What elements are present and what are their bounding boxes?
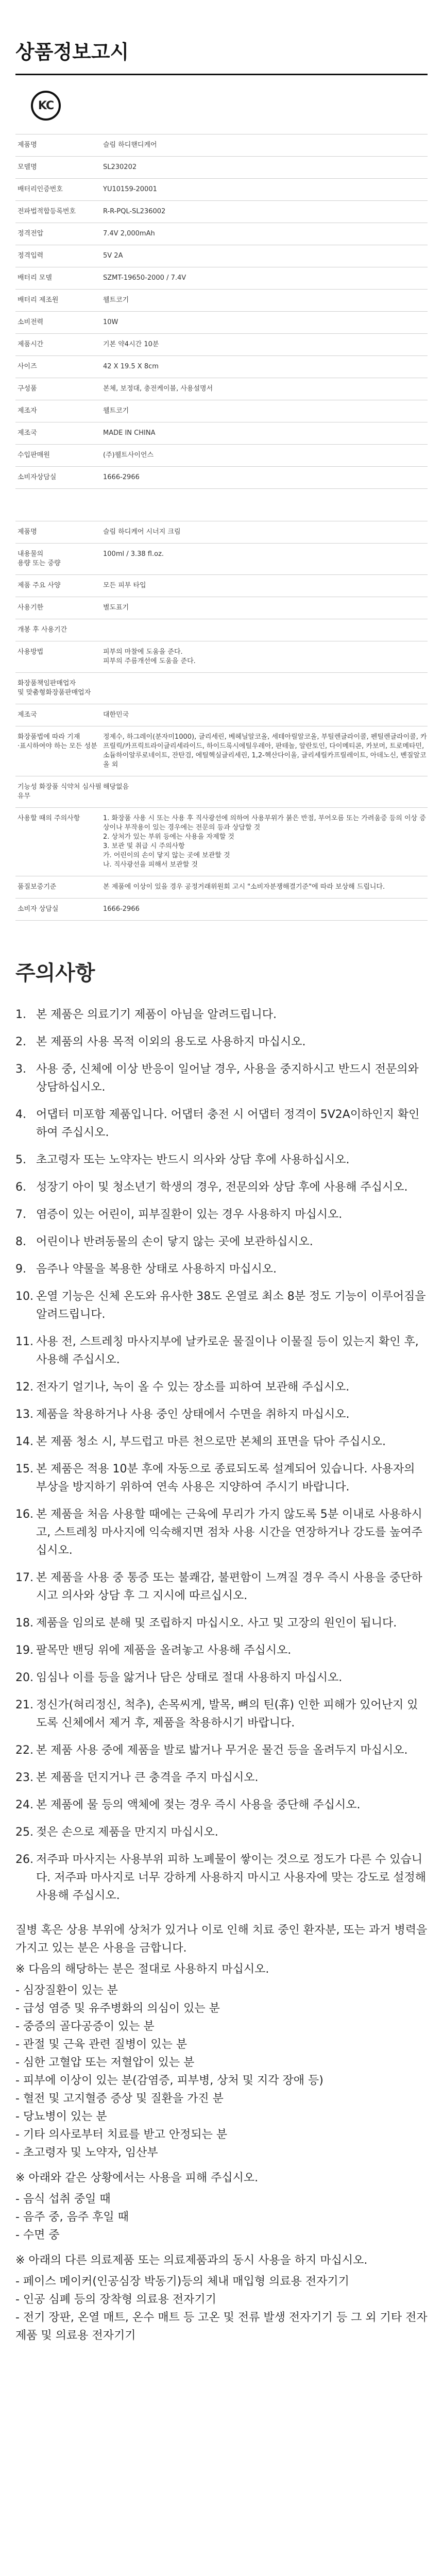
- caution-item: [15, 1460, 428, 1496]
- caution-text: 사용 전, 스트레칭 마사지부에 날카로운 물질이나 이물질 등이 있는지 확인 후, 사용해 주십시오.: [36, 1335, 419, 1366]
- caution-item: [15, 1669, 428, 1687]
- caution-item: [15, 1696, 428, 1732]
- caution-number: 25.: [15, 1826, 33, 1839]
- caution-text: 음주나 약물을 복용한 상태로 사용하지 마십시오.: [36, 1263, 277, 1276]
- spec-value: (주)웰트사이언스: [103, 445, 428, 467]
- caution-item: [15, 1769, 428, 1787]
- spec-label: 제품시간: [15, 334, 103, 356]
- prohibited-users-list: [15, 1981, 428, 2162]
- title-divider: [15, 74, 428, 75]
- caution-item: [15, 1287, 428, 1324]
- caution-text: 어댑터 미포함 제품입니다. 어댑터 충전 시 어댑터 정격이 5V2A이하인지 확인하여 주십시오.: [36, 1108, 420, 1139]
- list-item: - 중증의 골다공증이 있는 분: [15, 2020, 155, 2033]
- spec-value: 본체, 보정대, 충전케이블, 사용설명서: [103, 378, 428, 400]
- caution-number: 21.: [15, 1699, 33, 1711]
- list-item: - 심장질환이 있는 분: [15, 1984, 118, 1997]
- spec-label: 정격전압: [15, 223, 103, 245]
- list-item: - 전기 장판, 온열 매트, 온수 매트 등 고온 및 전류 발생 전자기기 등 그 외 기타 전자제품 및 의료용 전자기기: [15, 2311, 428, 2342]
- caution-number: 2.: [15, 1036, 26, 1048]
- caution-title: 주의사항: [15, 961, 95, 985]
- spec-row: [15, 201, 428, 223]
- spec-label: 사용방법: [15, 641, 103, 673]
- caution-number: 24.: [15, 1799, 33, 1811]
- caution-item: [15, 1106, 428, 1142]
- spec-label: 제품명: [15, 521, 103, 544]
- medical-device-title: ※ 아래의 다른 의료제품 또는 의료제품과의 동시 사용을 하지 마십시오.: [15, 2254, 368, 2267]
- caution-item: [15, 1741, 428, 1759]
- caution-number: 9.: [15, 1263, 26, 1276]
- caution-number: 4.: [15, 1108, 26, 1121]
- caution-number: 1.: [15, 1008, 26, 1021]
- section-title: 상품정보고시: [15, 41, 129, 63]
- caution-text: 본 제품은 의료기기 제품이 아님을 알려드립니다.: [36, 1008, 277, 1021]
- prohibited-users-title: ※ 다음의 해당하는 분은 절대로 사용하지 마십시오.: [15, 1963, 269, 1976]
- spec-label: 제품 주요 사양: [15, 575, 103, 597]
- spec-value: MADE IN CHINA: [103, 422, 428, 445]
- spec-value: 정제수, 하그레이(분자미1000), 글리세린, 베헤닐알코올, 세테아릴알코올, 부틸렌글라이콜, 펜틸렌글라이콜, 카프릴릭/카프릭트라이글리세라이드, 하이드록시에틸우레아, 판테놀, 알란토인, 다이메티콘, 카보머, 트로메타민, 소듐하이알루로네이트, 잔탄검, 에틸헥실글리세린, 1,2-헥산다이올, 글리세릴카프릴레이트, 아데노신, 벤질알코올 외: [103, 726, 428, 776]
- spec-label: 화장품법에 따라 기재 ·표시하여야 하는 모든 성분: [15, 726, 103, 776]
- list-item: - 피부에 이상이 있는 분(감염증, 피부병, 상처 및 지각 장애 등): [15, 2074, 323, 2087]
- caution-item: [15, 1006, 428, 1024]
- caution-text: 본 제품 사용 중에 제품을 발로 밟거나 무거운 물건 등을 올려두지 마십시오.: [36, 1744, 408, 1757]
- caution-number: 16.: [15, 1508, 33, 1521]
- spec-value: 5V 2A: [103, 245, 428, 267]
- spec-row: [15, 245, 428, 267]
- spec-label: 사용기한: [15, 597, 103, 619]
- spec-row: [15, 876, 428, 899]
- caution-item: [15, 1405, 428, 1423]
- caution-number: 13.: [15, 1408, 33, 1421]
- spec-label: 제조국: [15, 704, 103, 726]
- caution-item: [15, 1151, 428, 1169]
- caution-text: 본 제품에 물 등의 액체에 젖는 경우 즉시 사용을 중단해 주십시오.: [36, 1799, 361, 1811]
- spec-row: [15, 619, 428, 641]
- caution-number: 17.: [15, 1571, 33, 1584]
- caution-text: 본 제품을 처음 사용할 때에는 근육에 무리가 가지 않도록 5분 이내로 사용하시고, 스트레칭 마사지에 익숙해지면 점차 사용 시간을 연장하거나 강도를 높여주십시오.: [36, 1508, 422, 1557]
- caution-item: [15, 1614, 428, 1632]
- list-item: - 인공 심폐 등의 장착형 의료용 전자기기: [15, 2293, 216, 2306]
- caution-text: 초고령자 또는 노약자는 반드시 의사와 상담 후에 사용하십시오.: [36, 1154, 350, 1166]
- avoid-situations-list: [15, 2190, 428, 2244]
- spec-label: 수입판매원: [15, 445, 103, 467]
- spec-value: [103, 619, 428, 641]
- spec-row: [15, 134, 428, 157]
- list-item: - 음식 섭취 중일 때: [15, 2193, 111, 2206]
- list-item: - 음주 중, 음주 후일 때: [15, 2211, 129, 2224]
- caution-number: 10.: [15, 1290, 33, 1303]
- spec-row: [15, 422, 428, 445]
- spec-row: [15, 521, 428, 544]
- spec-label: 구성품: [15, 378, 103, 400]
- caution-item: [15, 1333, 428, 1369]
- list-item: - 급성 염증 및 유주병화의 의심이 있는 분: [15, 2002, 220, 2015]
- caution-text: 사용 중, 신체에 이상 반응이 일어날 경우, 사용을 중지하시고 반드시 전문의와 상담하십시오.: [36, 1063, 419, 1094]
- list-item: - 당뇨병이 있는 분: [15, 2110, 107, 2123]
- spec-label: 소비전력: [15, 312, 103, 334]
- spec-label: 화장품책임판매업자 및 맞춤형화장품판매업자: [15, 673, 103, 704]
- spec-value: 10W: [103, 312, 428, 334]
- spec-label: 전파법적합등록번호: [15, 201, 103, 223]
- caution-number: 20.: [15, 1671, 33, 1684]
- caution-item: [15, 1823, 428, 1841]
- spec-row: [15, 179, 428, 201]
- spec-row: [15, 641, 428, 673]
- spec-label: 모델명: [15, 157, 103, 179]
- caution-item: [15, 1233, 428, 1251]
- spec-row: [15, 356, 428, 378]
- spec-value: 1. 화장품 사용 시 또는 사용 후 직사광선에 의하여 사용부위가 붉은 반점, 부어오름 또는 가려움증 등의 이상 증상이나 부작용이 있는 경우에는 전문의 등과 상담할 것 2. 상처가 있는 부위 등에는 사용을 자제할 것 3. 보관 및 취급 시 주의사항 가. 어린이의 손이 닿지 않는 곳에 보관할 것 나. 직사광선을 피해서 보관할 것: [103, 808, 428, 876]
- caution-text: 어린이나 반려동물의 손이 닿지 않는 곳에 보관하십시오.: [36, 1235, 313, 1248]
- spec-value: [103, 673, 428, 704]
- spec-label: 사이즈: [15, 356, 103, 378]
- caution-text: 본 제품을 사용 중 통증 또는 불쾌감, 불편함이 느껴질 경우 즉시 사용을 중단하시고 의사와 상담 후 그 지시에 따르십시오.: [36, 1571, 422, 1602]
- spec-value: SZMT-19650-2000 / 7.4V: [103, 267, 428, 290]
- caution-number: 12.: [15, 1381, 33, 1394]
- spec-value: 42 X 19.5 X 8cm: [103, 356, 428, 378]
- list-item: - 심한 고혈압 또는 저혈압이 있는 분: [15, 2056, 195, 2069]
- spec-value: YU10159-20001: [103, 179, 428, 201]
- spec-row: [15, 726, 428, 776]
- spec-value: 기본 약4시간 10분: [103, 334, 428, 356]
- spec-row: [15, 445, 428, 467]
- caution-number: 3.: [15, 1063, 26, 1076]
- caution-text: 본 제품은 적용 10분 후에 자동으로 종료되도록 설계되어 있습니다. 사용자의 부상을 방지하기 위하여 연속 사용은 지양하여 주시기 바랍니다.: [36, 1463, 415, 1494]
- spec-row: [15, 899, 428, 921]
- spec-value: 해당없음: [103, 776, 428, 808]
- caution-text: 저주파 마사지는 사용부위 피하 노폐물이 쌓이는 것으로 정도가 다른 수 있습니다. 저주파 마사지로 너무 강하게 사용하지 마시고 사용자에 맞는 강도로 설정해 사용해 주십시오.: [36, 1853, 426, 1902]
- spec-row: [15, 223, 428, 245]
- caution-text: 전자기 얼기나, 녹이 올 수 있는 장소를 피하여 보관해 주십시오.: [36, 1381, 350, 1394]
- spec-value: 1666-2966: [103, 899, 428, 921]
- caution-text: 성장기 아이 및 청소년기 학생의 경우, 전문의와 상담 후에 사용해 주십시오.: [36, 1181, 408, 1194]
- spec-value: SL230202: [103, 157, 428, 179]
- spec-label: 제조국: [15, 422, 103, 445]
- medical-device-list: [15, 2273, 428, 2345]
- avoid-situations-title: ※ 아래와 같은 상황에서는 사용을 피해 주십시오.: [15, 2172, 259, 2184]
- spec-label: 내용물의 용량 또는 중량: [15, 544, 103, 575]
- spec-label: 정격입력: [15, 245, 103, 267]
- spec-value: 모든 피부 타입: [103, 575, 428, 597]
- caution-item: [15, 1505, 428, 1560]
- spec-row: [15, 808, 428, 876]
- spec-row: [15, 400, 428, 422]
- spec-value: R-R-PQL-SL236002: [103, 201, 428, 223]
- caution-number: 5.: [15, 1154, 26, 1166]
- spec-value: 슬림 하디핸디케어: [103, 134, 428, 157]
- spec-label: 기능성 화장품 식약처 심사필 유무: [15, 776, 103, 808]
- caution-text: 임심나 이를 등을 앓거나 담은 상태로 절대 사용하지 마십시오.: [36, 1671, 343, 1684]
- spec-value: 별도표기: [103, 597, 428, 619]
- spec-label: 배터리 제조원: [15, 290, 103, 312]
- list-item: - 혈전 및 고지혈증 증상 및 질환을 가진 분: [15, 2092, 224, 2105]
- kc-certification-icon: KC: [31, 91, 61, 121]
- spec-value: 1666-2966: [103, 467, 428, 489]
- list-item: - 초고령자 및 노약자, 임산부: [15, 2146, 158, 2159]
- spec-label: 배터리인증번호: [15, 179, 103, 201]
- caution-item: [15, 1260, 428, 1278]
- spec-row: [15, 157, 428, 179]
- spec-label: 소비자상담실: [15, 467, 103, 489]
- spec-row: [15, 378, 428, 400]
- spec-row: [15, 267, 428, 290]
- spec-row: [15, 704, 428, 726]
- warning-paragraph: 질병 혹은 상용 부위에 상처가 있거나 이로 인해 치료 중인 환자분, 또는 과거 병력을 가지고 있는 분은 사용을 금합니다.: [15, 1924, 428, 1955]
- spec-label: 제조자: [15, 400, 103, 422]
- caution-item: [15, 1796, 428, 1814]
- spec-row: [15, 290, 428, 312]
- spec-row: [15, 776, 428, 808]
- spec-row: [15, 597, 428, 619]
- caution-list: [15, 1006, 428, 1905]
- caution-item: [15, 1851, 428, 1905]
- spec-value: 웰트코기: [103, 400, 428, 422]
- spec-value: 본 제품에 이상이 있을 경우 공정거래위원회 고시 "소비자분쟁해결기준"에 따라 보상해 드립니다.: [103, 876, 428, 899]
- spec-value: 슬림 하디케어 시너지 크림: [103, 521, 428, 544]
- caution-number: 26.: [15, 1853, 33, 1866]
- caution-number: 11.: [15, 1335, 33, 1348]
- caution-number: 6.: [15, 1181, 26, 1194]
- spec-row: [15, 312, 428, 334]
- caution-number: 22.: [15, 1744, 33, 1757]
- spec-row: [15, 673, 428, 704]
- spec-label: 제품명: [15, 134, 103, 157]
- spec-value: 7.4V 2,000mAh: [103, 223, 428, 245]
- spec-row: [15, 544, 428, 575]
- caution-number: 19.: [15, 1644, 33, 1657]
- spec-label: 개봉 후 사용기간: [15, 619, 103, 641]
- caution-text: 팔목만 밴딩 위에 제품을 올려놓고 사용해 주십시오.: [36, 1644, 292, 1657]
- spec-row: [15, 467, 428, 489]
- caution-item: [15, 1641, 428, 1659]
- spec-value: 대한민국: [103, 704, 428, 726]
- spec-label: 품질보증기준: [15, 876, 103, 899]
- caution-item: [15, 1060, 428, 1096]
- device-spec-table: [15, 134, 428, 489]
- caution-text: 본 제품의 사용 목적 이외의 용도로 사용하지 마십시오.: [36, 1036, 306, 1048]
- spec-value: 피부의 마찰에 도움을 준다. 피부의 주름개선에 도움을 준다.: [103, 641, 428, 673]
- caution-text: 정신가(혀리정신, 척추), 손목씨게, 발목, 뼈의 틴(휴) 인한 피해가 있어난지 있도록 신체에서 제거 후, 제품을 착용하시기 바랍니다.: [36, 1699, 418, 1730]
- spec-label: 배터리 모델: [15, 267, 103, 290]
- caution-text: 염증이 있는 어린이, 피부질환이 있는 경우 사용하지 마십시오.: [36, 1208, 343, 1221]
- spec-value: 웰트코기: [103, 290, 428, 312]
- caution-number: 8.: [15, 1235, 26, 1248]
- caution-number: 7.: [15, 1208, 26, 1221]
- caution-item: [15, 1206, 428, 1224]
- spec-row: [15, 575, 428, 597]
- caution-number: 18.: [15, 1617, 33, 1630]
- list-item: - 기타 의사로부터 치료를 받고 안정되는 분: [15, 2128, 228, 2141]
- caution-number: 15.: [15, 1463, 33, 1476]
- list-item: - 관절 및 근육 관련 질병이 있는 분: [15, 2038, 188, 2051]
- caution-text: 본 제품 청소 시, 부드럽고 마른 천으로만 본체의 표면을 닦아 주십시오.: [36, 1435, 386, 1448]
- caution-item: [15, 1433, 428, 1451]
- spec-label: 사용할 때의 주의사항: [15, 808, 103, 876]
- caution-item: [15, 1378, 428, 1396]
- caution-text: 제품을 임의로 분해 및 조립하지 마십시오. 사고 및 고장의 원인이 됩니다.: [36, 1617, 397, 1630]
- caution-item: [15, 1178, 428, 1196]
- caution-item: [15, 1569, 428, 1605]
- cream-spec-table: [15, 521, 428, 921]
- spec-label: 소비자 상담실: [15, 899, 103, 921]
- caution-text: 젖은 손으로 제품을 만지지 마십시오.: [36, 1826, 218, 1839]
- caution-number: 14.: [15, 1435, 33, 1448]
- list-item: - 페이스 메이커(인공심장 박동기)등의 체내 매입형 의료용 전자기기: [15, 2275, 349, 2288]
- caution-text: 제품을 착용하거나 사용 중인 상태에서 수면을 취하지 마십시오.: [36, 1408, 350, 1421]
- caution-text: 본 제품을 던지거나 큰 충격을 주지 마십시오.: [36, 1771, 259, 1784]
- caution-text: 온열 기능은 신체 온도와 유사한 38도 온열로 최소 8분 정도 기능이 이루어짐을 알려드립니다.: [36, 1290, 426, 1321]
- caution-item: [15, 1033, 428, 1051]
- caution-number: 23.: [15, 1771, 33, 1784]
- spec-row: [15, 334, 428, 356]
- spec-value: 100ml / 3.38 fl.oz.: [103, 544, 428, 575]
- list-item: - 수면 중: [15, 2229, 60, 2242]
